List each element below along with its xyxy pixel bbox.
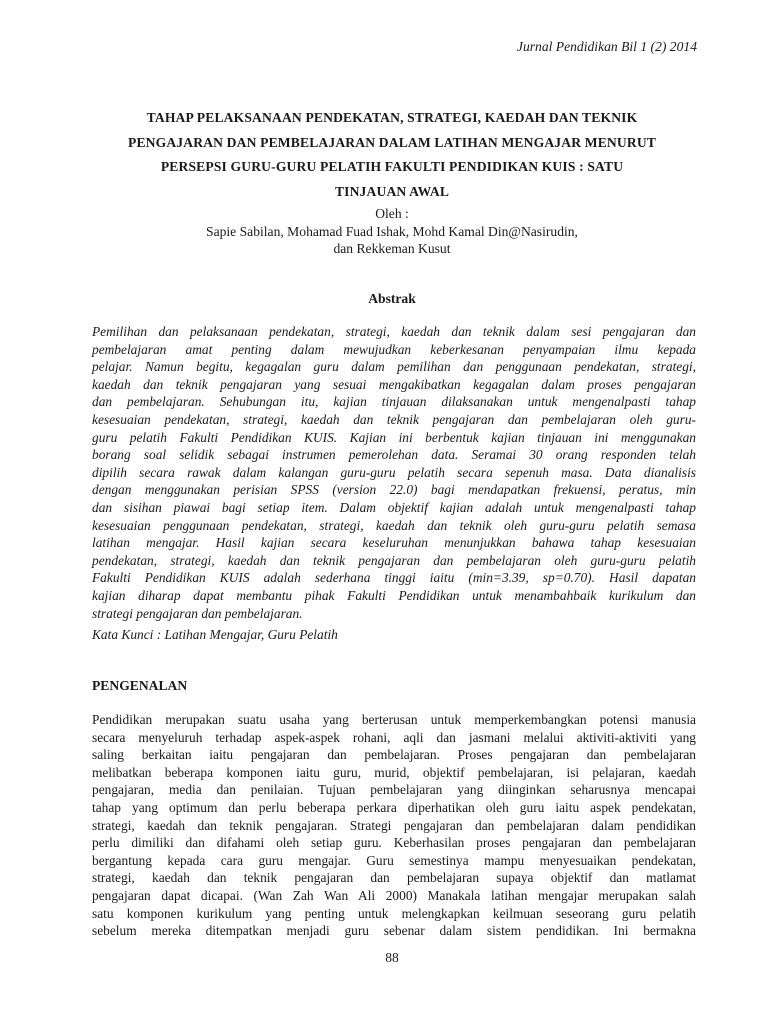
page-number: 88 [385,950,399,965]
author-names: Sapie Sabilan, Mohamad Fuad Ishak, Mohd Kamal Din@Nasirudin, [206,223,578,239]
paper-title [92,106,692,204]
abstract-line: dengan menggunakan perisian SPSS (version 22.0) bagi mendapatkan frekuensi, peratus, min [92,482,696,498]
abstract-text [92,323,696,622]
abstract-line: dipilih secara rawak dalam kalangan guru-guru pelatih secara sepenuh masa. Data dianalisis [92,464,696,480]
abstract-line: dan pembelajaran. Sehubungan itu, kajian tinjauan dilaksanakan untuk mengenalpasti tahap [92,394,696,410]
body-line: pengajaran, media dan penilaian. Tujuan pembelajaran yang diinginkan seharusnya mencapai [92,782,696,798]
title-line: PENGAJARAN DAN PEMBELAJARAN DALAM LATIHAN MENGAJAR MENURUT [127,134,657,150]
body-line: pengajaran dapat dicapai. (Wan Zah Wan Ali 2000) Manakala latihan mengajar merupakan salah [92,887,696,903]
abstract-line: guru pelatih Fakulti Pendidikan KUIS. Kajian ini berbentuk kajian tinjauan ini menggunakan [92,429,696,445]
title-line: PERSEPSI GURU-GURU PELATIH FAKULTI PENDIDIKAN KUIS : SATU [160,159,624,174]
abstract-line: pendekatan, strategi, kaedah dan teknik pengajaran dan pembelajaran oleh guru-guru pelatih [92,552,696,568]
title-line: TINJAUAN AWAL [334,183,450,199]
abstract-line: Fakulti Pendidikan KUIS adalah sederhana tinggi iaitu (min=3.39, sp=0.70). Hasil dapatan [92,570,696,586]
keywords: Kata Kunci : Latihan Mengajar, Guru Pelatih [92,627,338,642]
title-line: TAHAP PELAKSANAAN PENDEKATAN, STRATEGI, KAEDAH DAN TEKNIK [146,110,638,125]
abstract-line: kajian diharap dapat membantu pihak Fakulti Pendidikan untuk menambahbaik kurikulum dan [92,587,696,603]
body-line: strategi, kaedah dan teknik pengajaran dan pembelajaran supaya objektif dan matlamat [92,870,696,886]
body-line: sebelum mereka ditempatkan menjadi guru sebenar dalam sistem pendidikan. Ini bermakna [92,923,696,939]
abstract-line: dan sisihan piawai bagi setiap item. Dalam objektif kajian adalah untuk mengenalpasti tahap [92,499,696,515]
abstract-line: pelajar. Namun begitu, kegagalan guru dalam pemilihan dan penggunaan pendekatan, strategi, [92,359,696,375]
introduction-text [92,711,696,940]
abstract-line: kesesuaian penggunaan pendekatan, strategi, kaedah dan teknik oleh guru-guru pelatih semasa [92,517,696,533]
body-line: tahap yang optimum dan perlu beberapa perkara diperhatikan oleh guru iaitu aspek pendekatan, [92,799,696,815]
abstract-line: latihan mengajar. Hasil kajian secara keseluruhan menunjukkan bahawa tahap kesesuaian [92,535,696,551]
body-line: satu komponen kurikulum yang penting untuk melengkapkan keilmuan seseorang guru pelatih [92,905,696,921]
abstract-line: pembelajaran amat penting dalam mewujudkan keberkesanan penyampaian ilmu kepada [92,341,696,357]
section-heading-introduction: PENGENALAN [92,678,188,693]
body-line: melibatkan beberapa komponen iaitu guru, murid, objektif pembelajaran, isi pelajaran, kaedah [92,764,696,780]
body-line: saling berkaitan iaitu pengajaran dan pembelajaran. Proses pengajaran dan pembelajaran [92,747,696,763]
author-byline [92,205,692,258]
author-names: dan Rekkeman Kusut [333,241,451,256]
body-line: perlu dimiliki dan difahami oleh setiap guru. Keberhasilan proses pengajaran dan pembelajaran [92,835,696,851]
abstract-line: kesesuaian pendekatan, strategi, kaedah dan teknik pengajaran dan pembelajaran oleh guru- [92,411,696,427]
abstract-heading: Abstrak [368,291,416,306]
byline-label: Oleh : [375,206,409,221]
abstract-line: kaedah dan teknik pengajaran yang sesuai mengakibatkan kegagalan dalam proses pengajaran [92,376,696,392]
abstract-line: strategi pengajaran dan pembelajaran. [92,605,303,621]
body-line: Pendidikan merupakan suatu usaha yang berterusan untuk memperkembangkan potensi manusia [92,712,696,727]
body-line: strategi, kaedah dan teknik pengajaran. Strategi pengajaran dan pembelajaran dalam pendidikan [92,817,696,833]
body-line: secara menyeluruh terhadap aspek-aspek rohani, aqli dan jasmani melalui aktiviti-aktiviti yang [92,729,696,745]
abstract-line: Pemilihan dan pelaksanaan pendekatan, strategi, kaedah dan teknik dalam sesi pengajaran dan [92,324,696,339]
abstract-line: borang soal selidik sebagai instrumen pemerolehan data. Seramai 30 orang responden telah [92,447,696,463]
body-line: bergantung kepada cara guru mengajar. Guru semestinya mampu menyesuaikan pendekatan, [92,852,696,868]
running-header: Jurnal Pendidikan Bil 1 (2) 2014 [516,39,697,54]
